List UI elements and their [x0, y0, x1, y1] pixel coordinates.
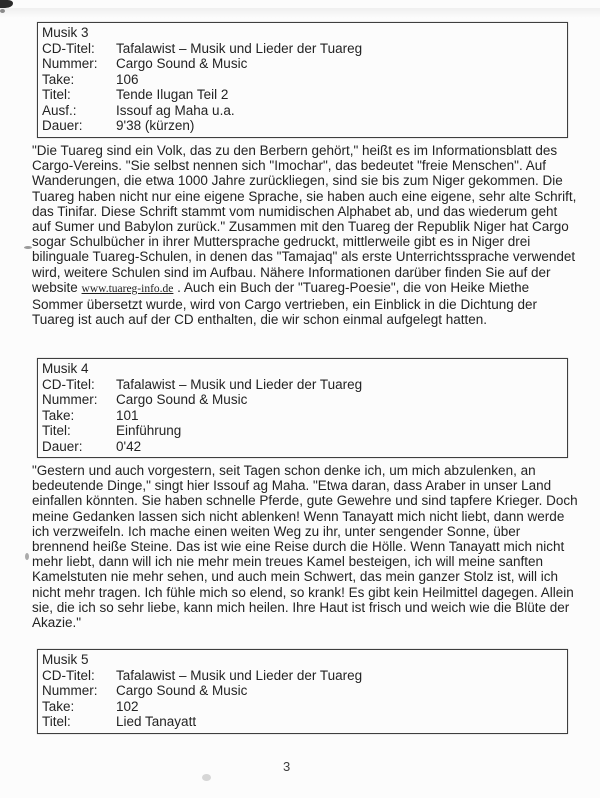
field-value: Einführung — [116, 423, 182, 438]
scan-artifact — [202, 774, 211, 781]
tuareg-info-website-link[interactable]: www.tuareg-info.de — [81, 282, 174, 295]
box-title: Musik 3 — [42, 25, 89, 40]
scan-artifact — [0, 9, 5, 13]
field-value: Cargo Sound & Music — [116, 56, 248, 71]
table-row — [42, 408, 563, 424]
field-value: Tafalawist – Musik und Lieder der Tuareg — [116, 667, 363, 683]
field-label: Titel: — [42, 714, 71, 729]
paragraph-text: . Auch ein Buch der "Tuareg-Poesie", die von Heike Miethe Sommer übersetzt wurde, wird von Cargo vertrieben, ein Einblick in die Dichtung der Tuareg ist auch auf der CD enthalten, die wir schon einmal aufgelegt hatten. — [32, 279, 537, 328]
table-row — [42, 423, 563, 439]
scan-artifact — [24, 246, 32, 249]
table-row — [42, 392, 563, 408]
field-value: Lied Tanayatt — [116, 714, 197, 729]
field-value: 101 — [116, 407, 139, 423]
field-label: CD-Titel: — [42, 40, 95, 56]
field-value: Tafalawist – Musik und Lieder der Tuareg — [116, 40, 363, 56]
paragraph-text: "Die Tuareg sind ein Volk, das zu den Berbern gehört," heißt es im Informationsblatt des Cargo-Vereins. "Sie selbst nennen sich "Imochar", das bedeutet "freie Menschen". Auf Wanderungen, die etwa 1000 Jahre zurückliegen, sind sie bis zum Niger gekommen. Die Tuareg haben nicht nur eine eigene Sprache, sie haben auch eine eigene, sehr alte Schrift, das Tinifar. Diese Schrift stammt vom numidischen Alphabet ab, und das wiederum geht auf Sumer und Babylon zurück." Zusammen mit den Tuareg der Republik Niger hat Cargo sogar Schulbücher in ihrer Muttersprache gedruckt, mittlerweile gibt es in Niger drei bilinguale Tuareg-Schulen, in denen das "Tamajaq" als erste Unterrichtssprache verwendet wird, weitere Schulen sind im Aufbau. Nähere Informationen darüber finden Sie auf der website — [32, 143, 577, 295]
field-label: CD-Titel: — [42, 667, 95, 683]
table-row — [42, 377, 563, 393]
field-value: 102 — [116, 698, 139, 714]
field-value: Cargo Sound & Music — [116, 392, 248, 407]
table-row — [42, 699, 563, 715]
table-row — [42, 118, 563, 134]
table-row — [42, 72, 563, 88]
field-label: Dauer: — [42, 438, 83, 454]
table-row — [42, 714, 563, 730]
field-value: Cargo Sound & Music — [116, 683, 248, 698]
music-info-box-4 — [37, 358, 568, 458]
paragraph-song-lyrics: "Gestern und auch vorgestern, seit Tagen schon denke ich, um mich abzulenken, an bedeutende Dinge," singt hier Issouf ag Maha. "Etwa daran, dass Araber in unser Land einfallen könnten. Sie haben schnelle Pferde, gute Gewehre und sind tapfere Krieger. Doch meine Gedanken lassen sich nicht ablenken! Wenn Tanayatt mich nicht liebt, dann werde ich verzweifeln. Ich mache einen weiten Weg zu ihr, unter sengender Sonne, über brennend heiße Steine. Das ist wie eine Reise durch die Hölle. Wenn Tanayatt mich nicht mehr liebt, dann will ich nie mehr mein treues Kamel besteigen, ich will meine sanften Kamelstuten nie mehr sehen, und auch mein Schwert, das mein ganzer Stolz ist, will ich nicht mehr tragen. Ich fühle mich so elend, so krank! Es gibt kein Heilmittel dagegen. Allein sie, die ich so sehr liebe, kann mich heilen. Ihre Haut ist frisch und weich wie die Blüte der Akazie." — [32, 463, 578, 631]
field-value: 106 — [116, 71, 139, 87]
field-label: Ausf.: — [42, 102, 77, 118]
page-number: 3 — [283, 759, 291, 774]
scan-artifact — [0, 0, 13, 8]
box-title: Musik 4 — [42, 361, 89, 376]
field-label: Dauer: — [42, 118, 83, 133]
music-info-box-5 — [37, 649, 568, 734]
field-value: Tafalawist – Musik und Lieder der Tuareg — [116, 376, 363, 392]
field-label: Titel: — [42, 423, 71, 438]
field-label: Nummer: — [42, 56, 98, 71]
table-row — [42, 439, 563, 455]
field-value: Issouf ag Maha u.a. — [116, 102, 235, 118]
field-label: Nummer: — [42, 392, 98, 407]
table-row — [42, 103, 563, 119]
field-label: CD-Titel: — [42, 376, 95, 392]
box-title: Musik 5 — [42, 652, 89, 667]
table-row — [42, 56, 563, 72]
field-value: 9'38 (kürzen) — [116, 118, 195, 133]
field-label: Take: — [42, 407, 75, 423]
table-row — [42, 87, 563, 103]
scan-artifact — [25, 553, 29, 560]
music-info-box-3 — [37, 22, 568, 138]
field-label: Nummer: — [42, 683, 98, 698]
table-row — [42, 683, 563, 699]
field-label: Titel: — [42, 87, 71, 102]
field-label: Take: — [42, 71, 75, 87]
table-row — [42, 41, 563, 57]
table-row — [42, 668, 563, 684]
field-value: 0'42 — [116, 438, 142, 454]
paragraph-tuareg-info — [32, 143, 578, 327]
field-value: Tende Ilugan Teil 2 — [116, 87, 229, 102]
field-label: Take: — [42, 698, 75, 714]
scan-band-artifact — [0, 8, 600, 18]
